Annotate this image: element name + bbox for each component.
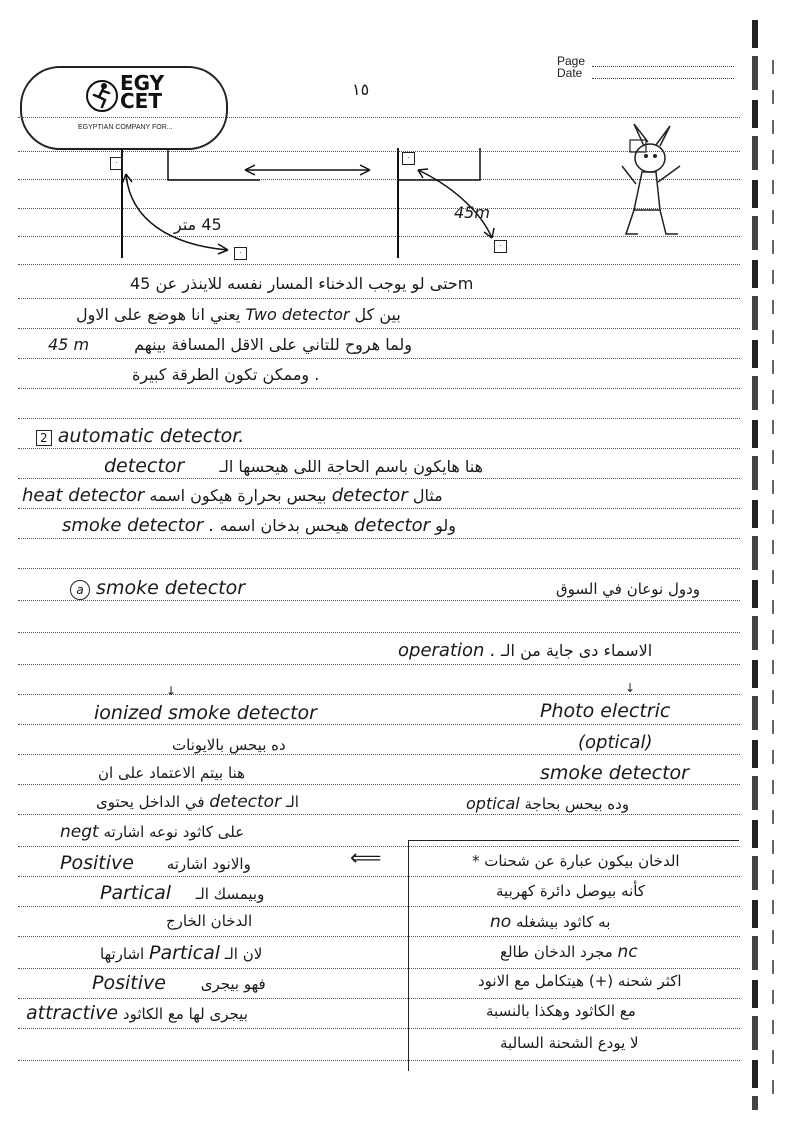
diagram-distance-left: 45 متر [174,215,222,234]
s2-line-3-en-b: smoke detector . [62,515,215,536]
s2-line-1-en: detector [104,455,185,477]
diagram-distance-right: 45m [454,203,490,222]
running-man-icon [86,76,118,116]
right-line-4 [490,912,610,932]
text-line-2-en: Two detector [245,305,350,324]
right-line-7: مع الكاثود وهكذا بالنسبة [486,1002,636,1020]
text-line-4: وممكن تكون الطرقة كبيرة . [132,365,320,384]
rule-line [18,664,740,665]
detector-box-4: · [494,240,507,253]
rule-line [18,508,740,509]
s2-line-3-ar-b: هيحس بدخان اسمه [219,516,349,535]
right-line-4-ar: به كاثود بيشغله [515,913,611,931]
left-line-6-en: Partical [100,882,172,904]
left-line-7: الدخان الخارج [166,912,253,930]
logo-brand-line2: CET [120,89,162,113]
text-line-2-ar2: يعني انا هوضع على الاول [76,305,241,324]
rule-line [18,117,740,118]
left-line-10-en: attractive [26,1002,119,1024]
left-line-2: هنا بيتم الاعتماد على ان [98,764,246,782]
detector-box-3: · [234,247,247,260]
s2-line-3-ar: ولو [435,516,456,535]
left-line-3-ar2: في الداخل يحتوى [96,793,205,811]
text-line-3 [48,335,412,354]
rule-line [18,418,740,419]
text-line-1: حتى لو يوجب الدخناء المسار نفسه للاينذر عن 45m [130,274,474,293]
page-number: ١٥ [352,80,370,99]
detector-box-2: · [402,152,415,165]
left-line-4-en: negt [60,822,99,842]
subsection-a-title: smoke detector [96,577,246,599]
left-line-8-ar: لان الـ [224,945,263,963]
page-label: Page [557,54,586,68]
section-2-heading [36,425,244,447]
section-2-title: automatic detector. [57,425,245,447]
right-line-6: اكثر شحنه (+) هيتكامل مع الانود [478,972,682,990]
left-line-6-ar: وبيمسك الـ [195,885,265,903]
left-line-5-en: Positive [60,852,134,874]
rule-line [18,538,740,539]
s2-line-2-ar-b: بيحس بحرارة هيكون اسمه [149,486,327,505]
operation-line-ar: الاسماء دى جاية من الـ [500,641,653,660]
right-line-8: لا يودع الشحنة السالبة [500,1034,639,1052]
s2-line-2-en-a: detector [331,485,408,506]
s2-line-2-ar: مثال [412,486,443,505]
logo-brand [120,71,165,113]
left-line-3-ar: الـ [285,793,299,811]
right-line-4-en: no [490,912,512,932]
text-line-2 [76,305,401,324]
page-edge-marks [772,60,774,1110]
left-line-8 [100,942,262,964]
left-line-3 [96,792,299,812]
text-line-3-ar: ولما هروح للتاني على الاقل المسافة بينهم [134,335,412,354]
detector-box-1: · [110,157,123,170]
photo-title-1: Photo electric [540,700,671,722]
rule-line [18,328,740,329]
left-line-10 [26,1002,248,1024]
rule-line [18,478,740,479]
ionized-arrow: ↓ [166,684,177,698]
left-line-10-ar: بيجرى لها مع الكاثود [122,1005,248,1023]
date-label: Date [557,66,583,80]
box-arrow: ⟸ [350,846,382,871]
cartoon-rabbit-illustration [604,122,694,247]
rule-line [18,632,740,633]
text-line-2-ar: بين كل [354,305,401,324]
left-line-5-ar: والانود اشارته [166,855,251,873]
left-line-6 [100,882,264,904]
operation-line [398,640,652,661]
page-field-line [592,66,734,67]
rule-line [18,388,740,389]
s2-line-2 [22,485,443,506]
s2-line-2-en-b: heat detector [22,485,145,506]
photo-title-2: (optical) [578,732,653,753]
rule-line [18,448,740,449]
subsection-a-label: a [70,580,90,600]
subsection-a-note: ودول نوعان في السوق [556,580,701,598]
left-line-3-en: detector [209,792,282,812]
operation-line-en: operation . [398,640,496,661]
rule-line [18,600,740,601]
logo-brand-line1: EGY [120,71,165,95]
left-line-9-en: Positive [92,972,166,994]
rule-line [18,298,740,299]
left-line-9 [92,972,266,994]
right-line-5-ar: مجرد الدخان طالع [500,943,613,961]
left-line-9-ar: فهو بيجرى [200,975,266,993]
left-line-4 [60,822,244,842]
logo-tagline: EGYPTIAN COMPANY FOR... [78,124,173,131]
rule-line [18,724,740,725]
binding-edge [752,20,758,1110]
rule-line [18,814,740,815]
right-line-5 [500,942,638,962]
right-line-5-en: nc [617,942,638,962]
left-line-8-en: Partical [149,942,221,964]
egycet-logo [20,66,228,150]
photo-title-3: smoke detector [540,762,689,784]
s2-line-3-en-a: detector [354,515,430,536]
date-field-line [592,78,734,79]
subsection-a-heading [70,577,245,600]
s2-line-1-ar: هنا هايكون باسم الحاجة اللى هيحسها الـ [219,457,484,476]
rule-line [18,784,740,785]
photo-arrow: ↓ [625,681,636,695]
text-line-3-en: 45 m [48,335,90,354]
right-line-1-ar: وده بيحس بحاجة [524,795,630,813]
right-line-1-en: optical [466,794,520,813]
rule-line [18,358,740,359]
rule-line [18,754,740,755]
left-line-4-ar: على كاثود نوعه اشارته [103,823,245,841]
left-line-8-ar2: اشارتها [100,945,145,963]
right-line-1 [466,794,629,813]
s2-line-3 [62,515,456,536]
s2-line-1 [104,455,483,477]
right-line-2: * الدخان بيكون عبارة عن شحنات [472,852,680,870]
right-line-3: كأنه بيوصل دائرة كهربية [496,882,646,900]
left-line-5 [60,852,251,874]
rule-line [18,568,740,569]
left-line-1: ده بيحس بالايونات [172,736,286,754]
ionized-title: ionized smoke detector [94,702,317,724]
section-2-number: 2 [36,430,52,446]
